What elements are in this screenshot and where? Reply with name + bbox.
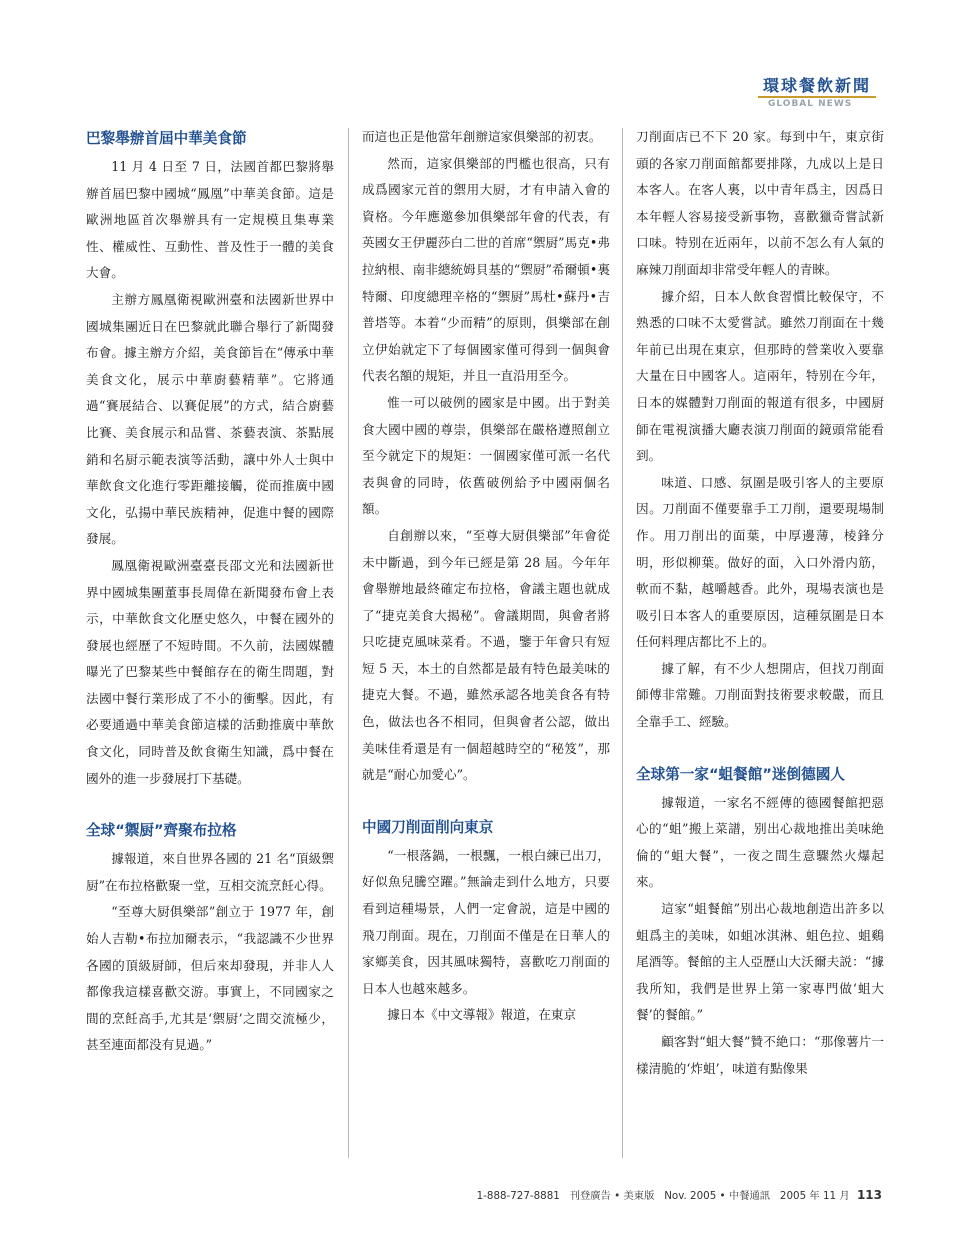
article-paragraph: 刀削面店已不下 20 家。每到中午，東京街頭的各家刀削面館都要排隊，九成以上是日本客人。在客人裏，以中青年爲主，因爲日本年輕人容易接受新事物，喜歡獵奇嘗試新口味。特别在近兩年，以前不怎么有人氣的麻辣刀削面却非常受年輕人的青睞。 (636, 129, 884, 277)
article-paragraph: 據了解，有不少人想開店，但找刀削面師傅非常難。刀削面對技術要求較嚴，而且全靠手工、經驗。 (636, 660, 884, 730)
masthead-subtitle: GLOBAL NEWS (768, 99, 853, 109)
footer-issue-zh: 2005 年 11 月 (779, 1190, 850, 1202)
article-title: 中國刀削面削向東京 (362, 818, 494, 836)
masthead-title: 環球餐飲新聞 (762, 76, 871, 95)
article-paragraph: 據報道，一家名不經傳的德國餐館把惡心的“蛆”搬上菜譜，别出心裁地推出美味絶倫的“蛆大餐”，一夜之間生意驟然火爆起來。 (636, 794, 884, 890)
article-paragraph: 而這也正是他當年創辦這家俱樂部的初衷。 (362, 129, 602, 144)
column-2 (362, 124, 610, 1154)
column-1 (86, 124, 334, 1154)
article-paragraph: 惟一可以破例的國家是中國。出于對美食大國中國的尊崇，俱樂部在嚴格遵照創立至今就定下的規矩：一個國家僅可派一名代表與會的同時，依舊破例給予中國兩個名額。 (362, 394, 610, 517)
article-paragraph: 據日本《中文導報》報道，在東京 (387, 1007, 577, 1023)
article-gap (636, 736, 884, 760)
footer-phone: 1-888-727-8881 (476, 1190, 560, 1202)
page-footer (476, 1186, 882, 1204)
page-number: 113 (856, 1188, 882, 1202)
article-paragraph: 鳳凰衛視歐洲臺臺長邵文光和法國新世界中國城集團董事長周偉在新聞發布會上表示，中華飲食文化歷史悠久，中餐在國外的發展也經歷了不短時間。不久前，法國媒體曝光了巴黎某些中餐館存在的衛生問題，對法國中餐行業形成了不小的衝擊。因此，有必要通過中華美食節這樣的活動推廣中華飲食文化，同時普及飲食衛生知識，爲中餐在國外的進一步發展打下基礎。 (86, 557, 334, 786)
article-paris (86, 124, 334, 792)
article-paragraph: 顧客對“蛆大餐”贊不絶口：“那像薯片一樣清脆的‘炸蛆’，味道有點像果 (636, 1034, 884, 1076)
article-gap (362, 789, 610, 813)
footer-ad-label: 刊登廣告 • 美東版 (569, 1190, 655, 1202)
article-noodles-continued (636, 124, 884, 736)
article-paragraph: 這家“蛆餐館”别出心裁地創造出許多以蛆爲主的美味，如蛆冰淇淋、蛆色拉、蛆鷄尾酒等。餐館的主人亞歷山大沃爾夫説：“據我所知，我們是世界上第一家專門做‘蛆大餐’的餐館。” (636, 901, 884, 1023)
article-paragraph: 據報道，來自世界各國的 21 名“頂級禦厨”在布拉格歡聚一堂，互相交流烹飪心得。 (86, 851, 334, 893)
article-paragraph: 味道、口感、氛圍是吸引客人的主要原因。刀削面不僅要靠手工刀削，還要現場制作。用刀削出的面葉，中厚邊薄，棱鋒分明，形似柳葉。做好的面，入口外滑内筋，軟而不黏，越嚼越香。此外，現場表演也是吸引日本客人的重要原因，這種氛圍是日本任何料理店都比不上的。 (636, 474, 884, 650)
article-paragraph: 11 月 4 日至 7 日，法國首都巴黎將舉辦首屆巴黎中國城“鳳凰”中華美食節。這是歐洲地區首次舉辦具有一定規模且集專業性、權威性、互動性、普及性于一體的美食大會。 (86, 159, 334, 281)
article-paragraph: 然而，這家俱樂部的門檻也很高，只有成爲國家元首的禦用大厨，才有申請入會的資格。今年應邀參加俱樂部年會的代表，有英國女王伊麗莎白二世的首席“禦厨”馬克•弗拉納根、南非總統姆貝基的“禦厨”希爾頓•裏特爾、印度總理辛格的“禦厨”馬杜•蘇丹•吉普塔等。本着“少而精”的原則，俱樂部在創立伊始就定下了每個國家僅可得到一個與會代表名額的規矩，并且一直沿用至今。 (362, 155, 610, 384)
column-divider (348, 128, 349, 1158)
article-paragraph: 據介紹，日本人飲食習慣比較保守，不熟悉的口味不太愛嘗試。雖然刀削面在十幾年前已出現在東京，但那時的營業收入要靠大量在日中國客人。這兩年，特别在今年，日本的媒體對刀削面的報道有很多，中國厨師在電視演播大廳表演刀削面的鏡頭常能看到。 (636, 288, 884, 464)
article-paragraph: 自創辦以來，“至尊大厨俱樂部”年會從未中斷過，到今年已經是第 28 屆。今年年會舉辦地最終確定布拉格，會議主題也就成了“捷克美食大揭秘”。會議期間，與會者將只吃捷克風味菜肴。不過，鑒于年會只有短短 5 天，本土的自然都是最有特色最美味的捷克大餐。不過，雖然承認各地美食各有特色，做法也各不相同，但與會者公認，做出美味佳肴還是有一個超越時空的“秘笈”，那就是“耐心加愛心”。 (362, 527, 610, 783)
column-divider (622, 128, 623, 1158)
article-gap (86, 792, 334, 816)
article-title: 全球第一家“蛆餐館”迷倒德國人 (636, 765, 845, 783)
masthead (758, 74, 876, 114)
article-noodles (362, 813, 610, 1029)
article-title: 巴黎舉辦首屆中華美食節 (86, 130, 247, 147)
footer-issue-en: Nov. 2005 (664, 1190, 717, 1202)
article-paragraph: “至尊大厨俱樂部”創立于 1977 年，創始人吉勒•布拉加爾表示，“我認識不少世界各國的頂級厨師，但后來却發現，并非人人都像我這樣喜歡交游。事實上，不同國家之間的烹飪高手,尤其是‘禦厨’之間交流極少，甚至連面都没有見過。” (86, 904, 334, 1053)
column-3 (636, 124, 884, 1154)
article-chefs (86, 816, 334, 1059)
article-snail (636, 760, 884, 1083)
article-paragraph: “一根落鍋，一根飄，一根白練已出刀，好似魚兒騰空躍。”無論走到什么地方，只要看到這種場景，人們一定會説，這是中國的飛刀削面。現在，刀削面不僅是在日華人的家鄉美食，因其風味獨特，喜歡吃刀削面的日本人也越來越多。 (362, 847, 610, 996)
article-chefs-continued (362, 124, 610, 789)
article-paragraph: 主辦方鳳凰衛視歐洲臺和法國新世界中國城集團近日在巴黎就此聯合舉行了新聞發布會。據主辦方介紹，美食節旨在“傳承中華美食文化，展示中華廚藝精華”。它將通過“賽展結合、以賽促展”的方式，結合廚藝比賽、美食展示和品嘗、茶藝表演、茶點展銷和名厨示範表演等活動，讓中外人士與中華飲食文化進行零距離接觸，從而推廣中國文化，弘揚中華民族精神，促進中餐的國際發展。 (86, 291, 334, 547)
footer-publication: • 中餐通訊 (719, 1190, 771, 1202)
article-title: 全球“禦厨”齊聚布拉格 (86, 822, 237, 840)
